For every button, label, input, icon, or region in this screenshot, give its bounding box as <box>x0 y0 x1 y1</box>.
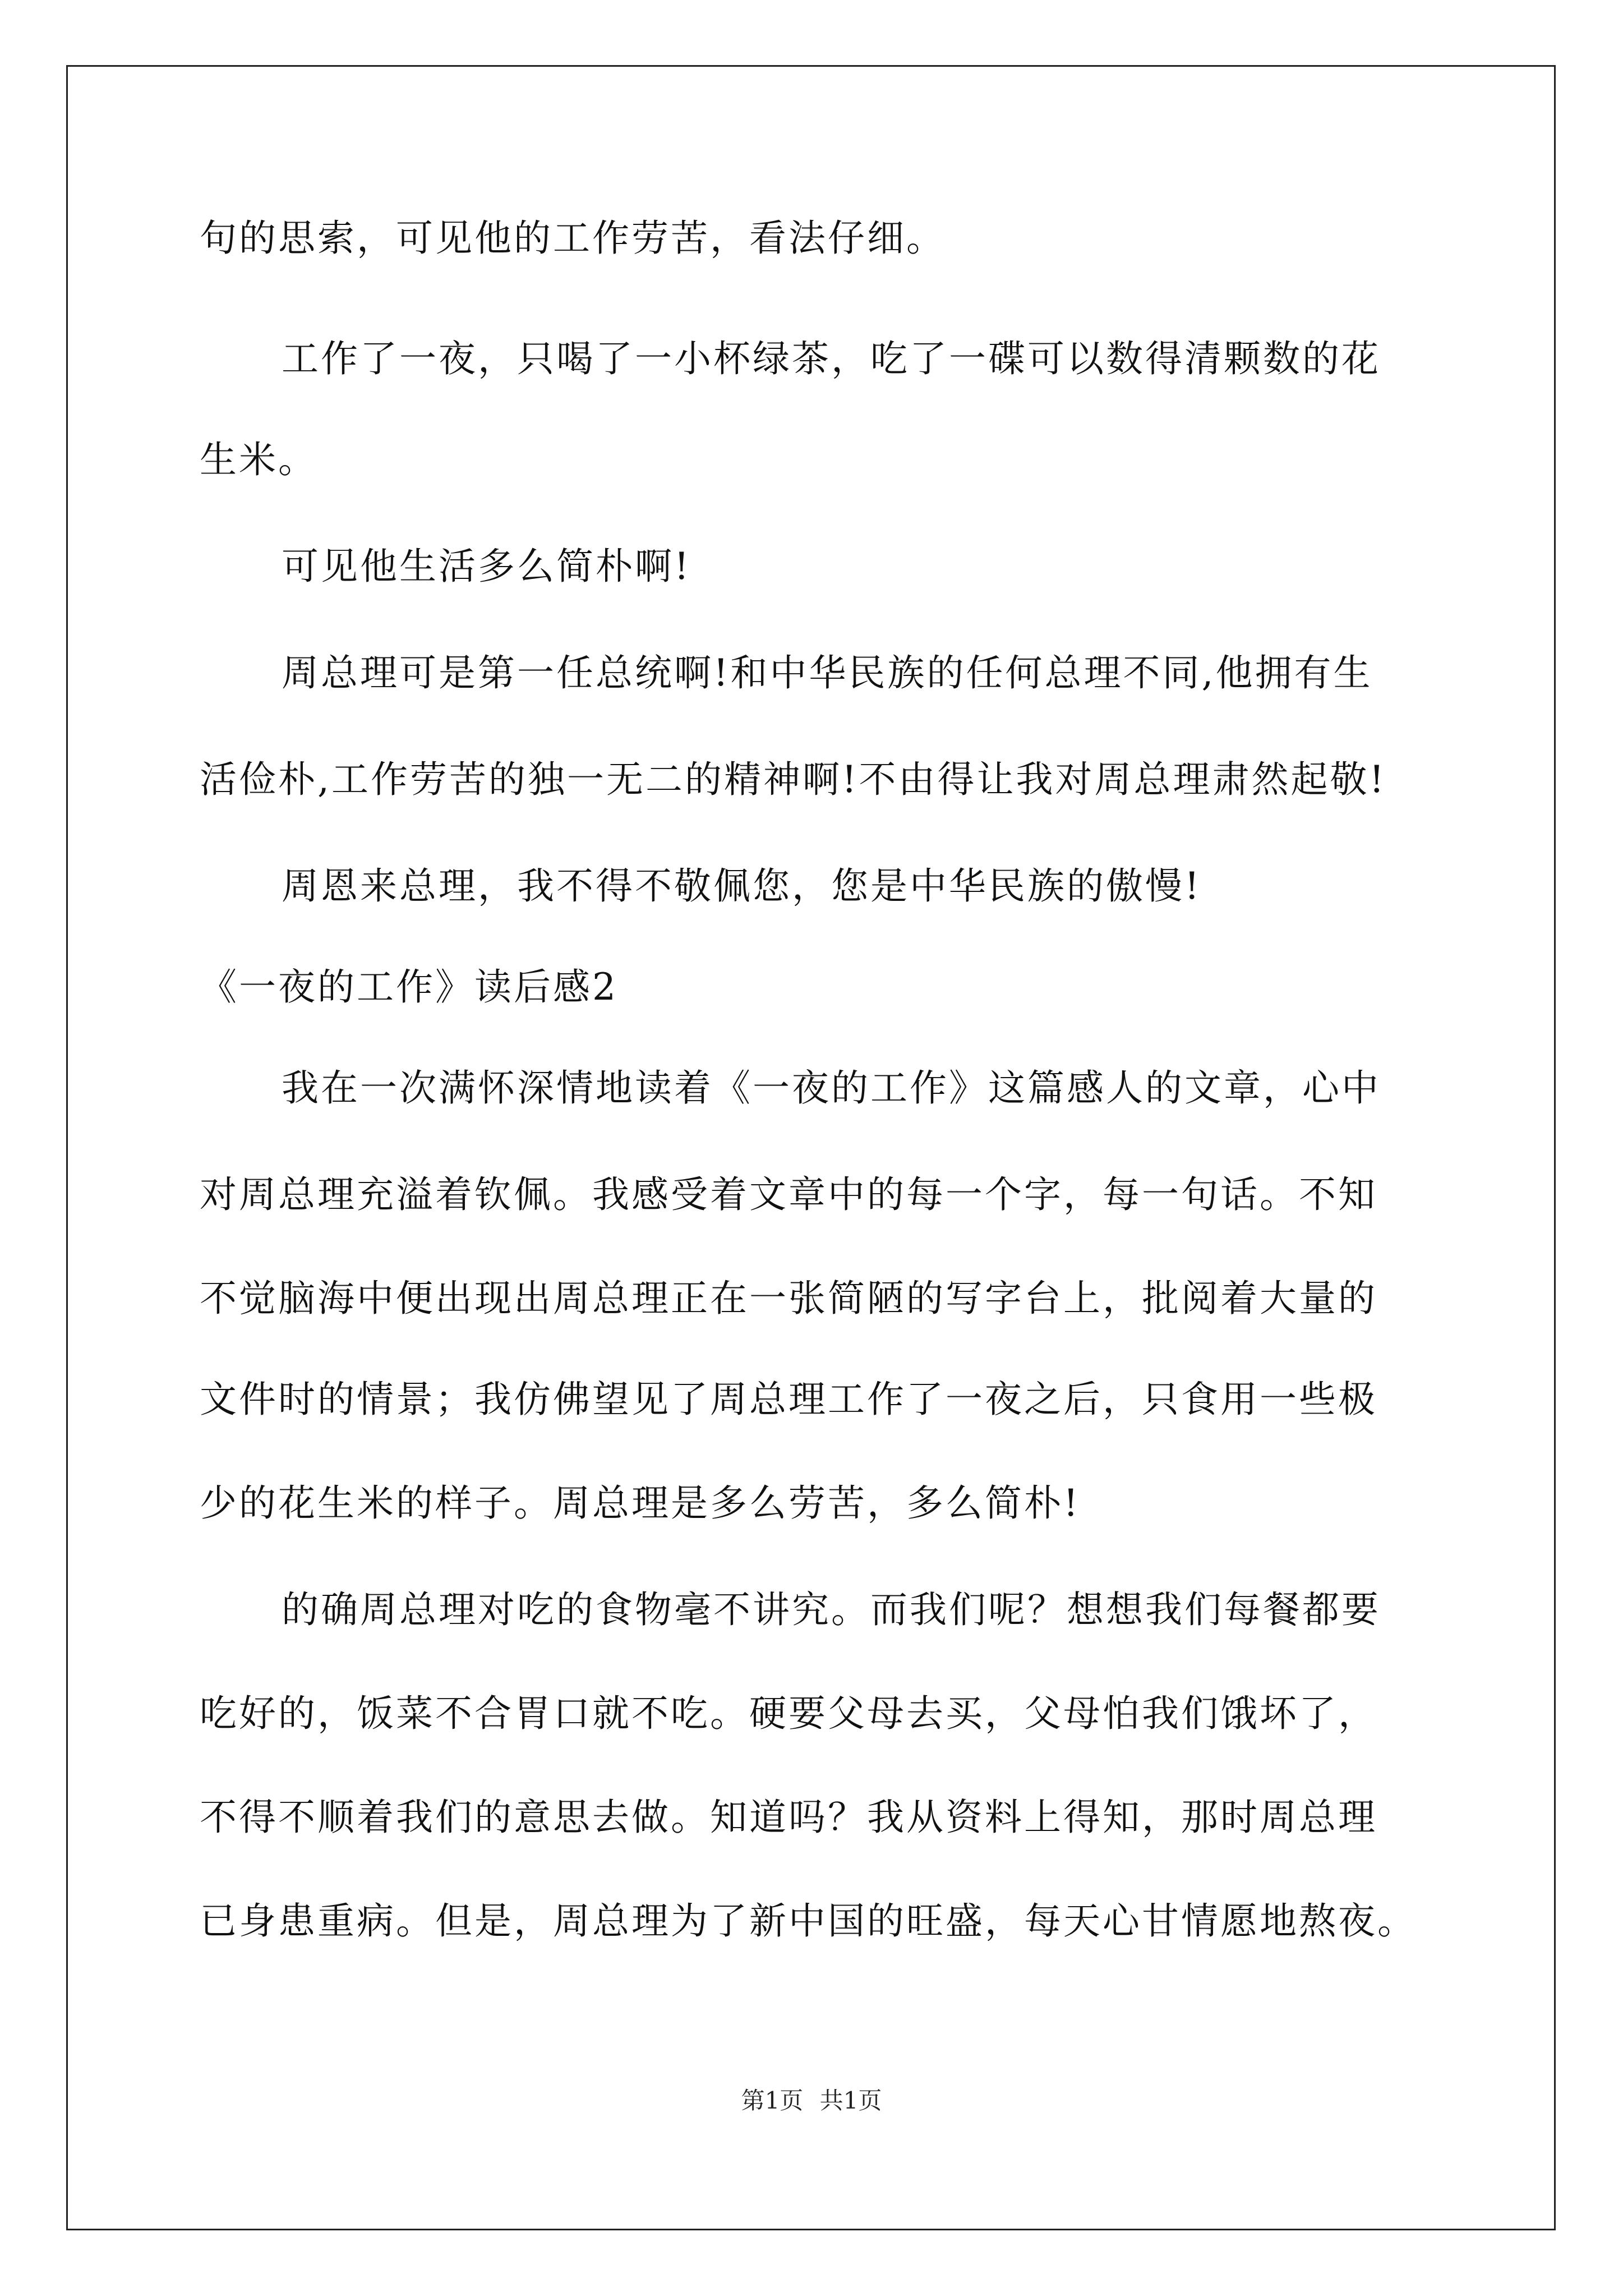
paragraph-line: 可见他生活多么简朴啊! <box>282 545 691 588</box>
paragraph-line: 我在一次满怀深情地读着《一夜的工作》这篇感人的文章，心中 <box>282 1066 1381 1110</box>
paragraph-line: 少的花生米的样子。周总理是多么劳苦，多么简朴! <box>200 1481 1081 1525</box>
section-heading: 《一夜的工作》读后感2 <box>200 965 618 1009</box>
paragraph-line: 工作了一夜，只喝了一小杯绿茶，吃了一碟可以数得清颗数的花 <box>282 337 1381 380</box>
page-number: 第1页 <box>741 2087 804 2114</box>
paragraph-line: 文件时的情景；我仿佛望见了周总理工作了一夜之后，只食用一些极 <box>200 1378 1377 1421</box>
paragraph-line: 句的思索，可见他的工作劳苦，看法仔细。 <box>200 217 946 260</box>
paragraph-line: 对周总理充溢着钦佩。我感受着文章中的每一个字，每一句话。不知 <box>200 1173 1377 1216</box>
paragraph-line: 已身患重病。但是，周总理为了新中国的旺盛，每天心甘情愿地熬夜。 <box>200 1899 1417 1943</box>
paragraph-line: 生米。 <box>200 438 317 481</box>
paragraph-line: 不得不顺着我们的意思去做。知道吗？我从资料上得知，那时周总理 <box>200 1796 1377 1839</box>
paragraph-line: 周总理可是第一任总统啊!和中华民族的任何总理不同,他拥有生 <box>282 651 1373 694</box>
paragraph-line: 周恩来总理，我不得不敬佩您，您是中华民族的傲慢! <box>282 864 1202 908</box>
paragraph-line: 的确周总理对吃的食物毫不讲究。而我们呢？想想我们每餐都要 <box>282 1588 1381 1631</box>
paragraph-line: 活俭朴,工作劳苦的独一无二的精神啊!不由得让我对周总理肃然起敬! <box>200 758 1387 801</box>
page-footer <box>0 2087 1623 2115</box>
paragraph-line: 吃好的，饭菜不合胃口就不吃。硬要父母去买，父母怕我们饿坏了， <box>200 1692 1377 1735</box>
page-total: 共1页 <box>819 2087 882 2114</box>
paragraph-line: 不觉脑海中便出现出周总理正在一张简陋的写字台上，批阅着大量的 <box>200 1277 1377 1320</box>
